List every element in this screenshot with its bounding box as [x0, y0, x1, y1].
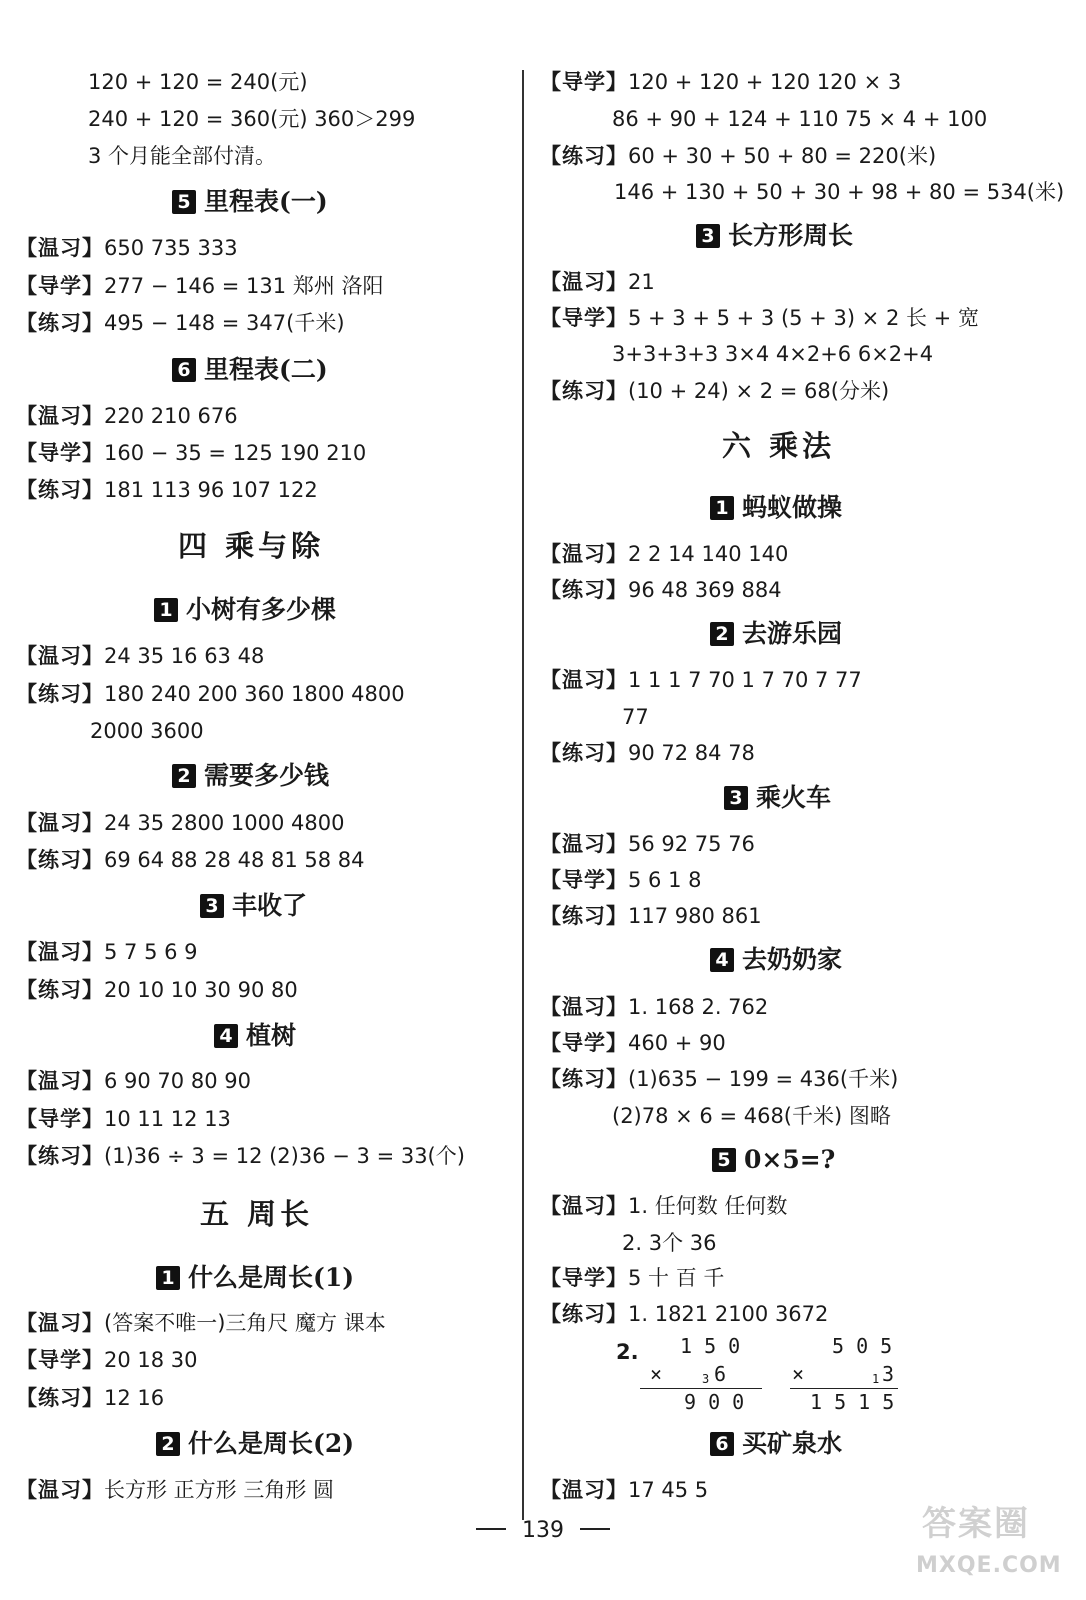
- row-tag: 【练习】: [540, 379, 628, 403]
- answer-row: [16, 1105, 231, 1133]
- footer-dash: [580, 1528, 610, 1530]
- section-heading: [214, 1020, 296, 1052]
- calc-operator: ×: [792, 1362, 805, 1386]
- section-title: 里程表(一): [204, 187, 328, 216]
- answer-row: [540, 377, 889, 405]
- calc-rule: [640, 1388, 762, 1389]
- section-number: 2: [156, 1432, 180, 1456]
- calc-carry: 3: [702, 1372, 710, 1386]
- row-tag: 【温习】: [540, 668, 628, 692]
- text-line: 240 + 120 = 360(元) 360＞299: [88, 107, 416, 131]
- row-tag: 【练习】: [16, 1144, 104, 1168]
- answer-row: [540, 902, 762, 930]
- answer-row: [540, 540, 788, 568]
- section-title: 去奶奶家: [742, 945, 843, 974]
- answer-row: [16, 309, 345, 337]
- row-tag: 【练习】: [16, 1386, 104, 1410]
- row-text: 17 45 5: [628, 1478, 709, 1502]
- row-text: 180 240 200 360 1800 4800: [104, 682, 405, 706]
- section-title: 需要多少钱: [204, 761, 330, 790]
- row-tag: 【温习】: [540, 832, 628, 856]
- row-tag: 【练习】: [16, 311, 104, 335]
- row-tag: 【练习】: [540, 1302, 628, 1326]
- section-number: 6: [710, 1432, 734, 1456]
- section-title: 乘火车: [756, 783, 832, 812]
- section-heading: [712, 1144, 835, 1176]
- text-line: 2. 3个 36: [622, 1231, 717, 1255]
- answer-row: [16, 809, 344, 837]
- row-text: 120 + 120 + 120 120 × 3: [628, 70, 902, 94]
- section-number: 3: [724, 786, 748, 810]
- row-text: 181 113 96 107 122: [104, 478, 318, 502]
- answer-row: [540, 1065, 898, 1093]
- row-tag: 【温习】: [16, 940, 104, 964]
- section-heading: [154, 594, 336, 626]
- text-line: 3 个月能全部付清。: [88, 144, 277, 168]
- row-tag: 【练习】: [540, 904, 628, 928]
- section-heading: [172, 760, 329, 792]
- row-text: 650 735 333: [104, 236, 238, 260]
- row-tag: 【练习】: [16, 682, 104, 706]
- section-number: 5: [712, 1148, 736, 1172]
- row-tag: 【温习】: [540, 995, 628, 1019]
- answer-row: [540, 666, 862, 694]
- row-text: 20 18 30: [104, 1348, 198, 1372]
- row-text: (10 + 24) × 2 = 68(分米): [628, 379, 890, 403]
- answer-row: [16, 439, 366, 467]
- section-title: 蚂蚁做操: [742, 493, 843, 522]
- row-text: 117 980 861: [628, 904, 762, 928]
- row-tag: 【导学】: [16, 441, 104, 465]
- row-tag: 【练习】: [540, 1067, 628, 1091]
- section-number: 1: [710, 496, 734, 520]
- calc-multiplicand: 1 5 0: [680, 1334, 741, 1358]
- page-number: 139: [522, 1518, 564, 1543]
- section-heading: [172, 186, 328, 218]
- chapter-title: 六 乘法: [722, 429, 836, 463]
- answer-row: [540, 1300, 828, 1328]
- vertical-multiplication-1: [640, 1334, 770, 1414]
- answer-row: [540, 1264, 724, 1292]
- row-tag: 【导学】: [540, 306, 628, 330]
- row-text: 1. 任何数 任何数: [628, 1194, 788, 1218]
- row-text: 5 十 百 千: [628, 1266, 725, 1290]
- row-tag: 【练习】: [16, 978, 104, 1002]
- answer-row: [16, 272, 384, 300]
- section-title: 丰收了: [232, 891, 308, 920]
- row-text: 12 16: [104, 1386, 165, 1410]
- row-tag: 【温习】: [540, 542, 628, 566]
- answer-row: [16, 1384, 164, 1412]
- text-line: 2000 3600: [90, 719, 204, 743]
- section-heading: [172, 354, 328, 386]
- section-heading: [696, 220, 853, 252]
- answer-row: [16, 476, 318, 504]
- calc-operator: ×: [650, 1362, 663, 1386]
- row-tag: 【温习】: [16, 1069, 104, 1093]
- section-number: 1: [154, 598, 178, 622]
- section-title: 什么是周长(2): [188, 1429, 355, 1458]
- row-text: 5 + 3 + 5 + 3 (5 + 3) × 2 长 + 宽: [628, 306, 979, 330]
- row-tag: 【温习】: [540, 270, 628, 294]
- section-number: 3: [696, 224, 720, 248]
- text-line: 77: [622, 705, 649, 729]
- section-title: 植树: [246, 1021, 297, 1050]
- row-text: 10 11 12 13: [104, 1107, 231, 1131]
- section-heading: [710, 492, 842, 524]
- column-divider: [522, 70, 524, 1520]
- row-text: 495 − 148 = 347(千米): [104, 311, 345, 335]
- answer-row: [16, 1142, 465, 1170]
- section-number: 4: [710, 948, 734, 972]
- row-text: 5 7 5 6 9: [104, 940, 198, 964]
- answer-row: [16, 402, 238, 430]
- answer-row: [16, 976, 298, 1004]
- row-tag: 【温习】: [16, 404, 104, 428]
- answer-row: [16, 1067, 251, 1095]
- row-tag: 【导学】: [16, 1348, 104, 1372]
- row-tag: 【导学】: [540, 1266, 628, 1290]
- section-number: 2: [710, 622, 734, 646]
- calc-label: 2.: [616, 1340, 639, 1364]
- answer-row: [540, 993, 768, 1021]
- row-text: (1)635 − 199 = 436(千米): [628, 1067, 899, 1091]
- watermark-logo: 答案圈: [922, 1504, 1030, 1544]
- chapter-title: 四 乘与除: [178, 529, 325, 563]
- text-line: 120 + 120 = 240(元): [88, 70, 308, 94]
- row-tag: 【温习】: [540, 1194, 628, 1218]
- answer-row: [540, 830, 755, 858]
- section-number: 4: [214, 1024, 238, 1048]
- row-tag: 【温习】: [16, 644, 104, 668]
- row-tag: 【练习】: [16, 848, 104, 872]
- row-tag: 【练习】: [540, 144, 628, 168]
- answer-row: [540, 739, 755, 767]
- answer-row: [16, 680, 405, 708]
- row-text: 96 48 369 884: [628, 578, 782, 602]
- answer-row: [540, 866, 701, 894]
- row-tag: 【温习】: [540, 1478, 628, 1502]
- row-text: 460 + 90: [628, 1031, 726, 1055]
- row-text: 2 2 14 140 140: [628, 542, 789, 566]
- text-line: (2)78 × 6 = 468(千米) 图略: [612, 1104, 891, 1128]
- row-text: 长方形 正方形 三角形 圆: [104, 1478, 335, 1502]
- row-tag: 【练习】: [540, 741, 628, 765]
- row-text: 60 + 30 + 50 + 80 = 220(米): [628, 144, 937, 168]
- section-title: 长方形周长: [728, 221, 854, 250]
- answer-row: [540, 142, 936, 170]
- section-heading: [200, 890, 307, 922]
- section-number: 6: [172, 358, 196, 382]
- row-tag: 【导学】: [540, 1031, 628, 1055]
- answer-row: [16, 642, 264, 670]
- calc-multiplier: 3: [882, 1362, 895, 1386]
- section-number: 1: [156, 1266, 180, 1290]
- row-tag: 【温习】: [16, 236, 104, 260]
- text-line: 146 + 130 + 50 + 30 + 98 + 80 = 534(米): [614, 180, 1065, 204]
- row-text: 6 90 70 80 90: [104, 1069, 251, 1093]
- row-tag: 【导学】: [540, 70, 628, 94]
- section-title: 去游乐园: [742, 619, 843, 648]
- vertical-multiplication-2: [790, 1334, 930, 1414]
- section-title: 买矿泉水: [742, 1429, 843, 1458]
- answer-row: [16, 234, 238, 262]
- row-text: 220 210 676: [104, 404, 238, 428]
- section-number: 3: [200, 894, 224, 918]
- row-text: 1. 1821 2100 3672: [628, 1302, 829, 1326]
- section-heading: [724, 782, 831, 814]
- calc-result: 9 0 0: [684, 1390, 745, 1414]
- section-title: 0×5=?: [744, 1145, 836, 1174]
- answer-row: [540, 1029, 726, 1057]
- row-text: 1. 168 2. 762: [628, 995, 769, 1019]
- watermark-url: MXQE.COM: [916, 1553, 1062, 1578]
- text-line: 86 + 90 + 124 + 110 75 × 4 + 100: [612, 107, 988, 131]
- section-heading: [710, 1428, 842, 1460]
- calc-rule: [790, 1388, 898, 1389]
- answer-row: [540, 1192, 787, 1220]
- answer-row: [540, 68, 901, 96]
- section-title: 什么是周长(1): [188, 1263, 355, 1292]
- section-title: 小树有多少棵: [186, 595, 337, 624]
- row-text: 69 64 88 28 48 81 58 84: [104, 848, 365, 872]
- chapter-title: 五 周长: [200, 1197, 314, 1231]
- section-heading: [156, 1262, 354, 1294]
- calc-multiplier: 6: [714, 1362, 727, 1386]
- row-tag: 【导学】: [16, 274, 104, 298]
- answer-row: [16, 1346, 198, 1374]
- row-text: 277 − 146 = 131 郑州 洛阳: [104, 274, 384, 298]
- calc-carry: 1: [872, 1372, 880, 1386]
- watermark: [916, 1492, 1064, 1582]
- row-tag: 【导学】: [540, 868, 628, 892]
- section-heading: [710, 618, 842, 650]
- row-tag: 【温习】: [16, 1478, 104, 1502]
- text-line: 3+3+3+3 3×4 4×2+6 6×2+4: [612, 342, 934, 366]
- row-tag: 【温习】: [16, 1311, 104, 1335]
- row-text: 20 10 10 30 90 80: [104, 978, 298, 1002]
- row-text: 56 92 75 76: [628, 832, 755, 856]
- answer-row: [540, 268, 655, 296]
- row-tag: 【练习】: [16, 478, 104, 502]
- answer-row: [16, 938, 198, 966]
- section-heading: [710, 944, 842, 976]
- calc-result: 1 5 1 5: [810, 1390, 895, 1414]
- answer-row: [16, 846, 365, 874]
- row-tag: 【导学】: [16, 1107, 104, 1131]
- row-text: 5 6 1 8: [628, 868, 702, 892]
- row-text: (答案不唯一)三角尺 魔方 课本: [104, 1311, 386, 1335]
- row-text: 21: [628, 270, 655, 294]
- answer-row: [540, 576, 782, 604]
- section-title: 里程表(二): [204, 355, 328, 384]
- answer-row: [16, 1309, 386, 1337]
- section-number: 5: [172, 190, 196, 214]
- answer-row: [540, 1476, 708, 1504]
- answer-row: [540, 304, 979, 332]
- section-number: 2: [172, 764, 196, 788]
- row-text: 24 35 2800 1000 4800: [104, 811, 345, 835]
- answer-row: [16, 1476, 334, 1504]
- calc-multiplicand: 5 0 5: [832, 1334, 893, 1358]
- row-tag: 【练习】: [540, 578, 628, 602]
- row-text: 24 35 16 63 48: [104, 644, 265, 668]
- row-text: (1)36 ÷ 3 = 12 (2)36 − 3 = 33(个): [104, 1144, 465, 1168]
- row-text: 160 − 35 = 125 190 210: [104, 441, 367, 465]
- section-heading: [156, 1428, 354, 1460]
- row-text: 90 72 84 78: [628, 741, 755, 765]
- row-tag: 【温习】: [16, 811, 104, 835]
- row-text: 1 1 1 7 70 1 7 70 7 77: [628, 668, 862, 692]
- footer-dash: [476, 1528, 506, 1530]
